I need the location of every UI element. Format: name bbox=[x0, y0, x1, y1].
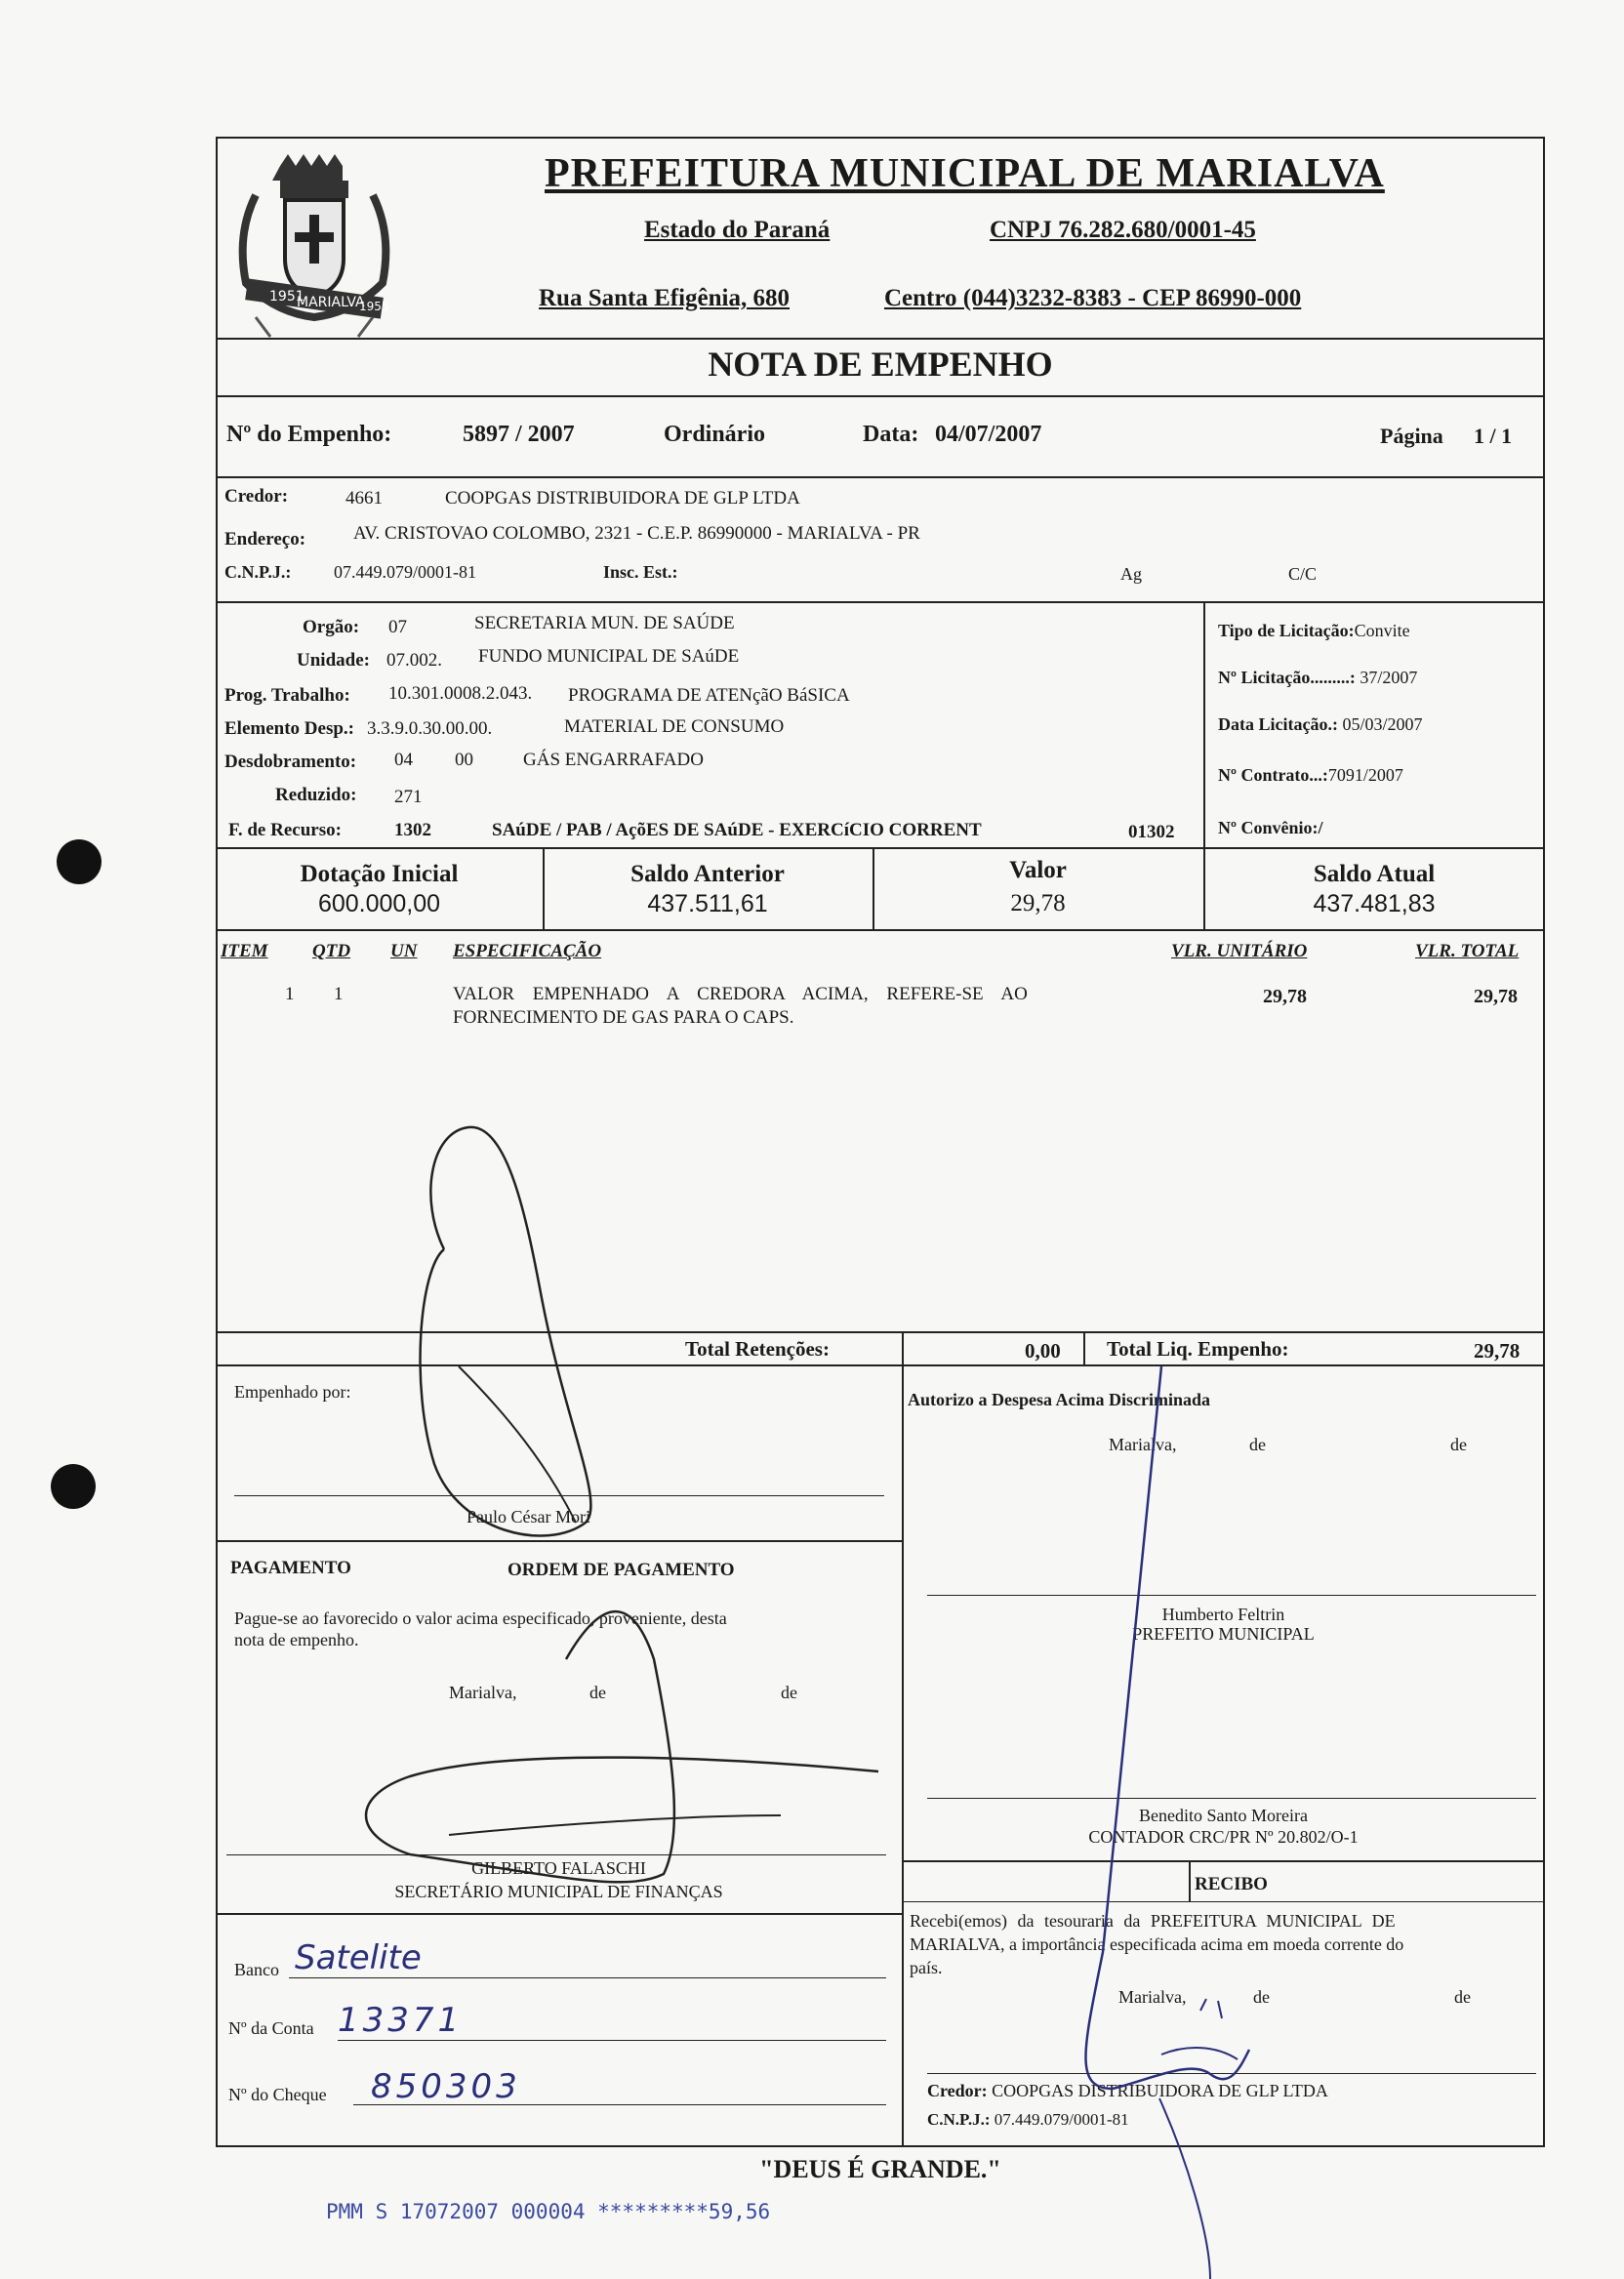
coat-of-arms-seal bbox=[217, 137, 412, 342]
recibo-credor-label: Credor: bbox=[927, 2081, 988, 2100]
contador-name: Benedito Santo Moreira bbox=[1139, 1806, 1308, 1825]
agencia-label: Ag bbox=[1120, 564, 1142, 584]
saldo-atual-label: Saldo Atual bbox=[1313, 861, 1436, 887]
tipo-licitacao-value: Convite bbox=[1354, 621, 1410, 640]
col-un-header: UN bbox=[390, 941, 418, 961]
prog-trabalho-label: Prog. Trabalho: bbox=[224, 685, 350, 706]
data-licitacao-label: Data Licitação.: bbox=[1218, 714, 1338, 734]
banco-handwritten: Satelite bbox=[295, 1938, 422, 1977]
fonte-recurso-name: SAúDE / PAB / AçõES DE SAúDE - EXERCíCIO CORRENT bbox=[492, 820, 982, 840]
document-title: NOTA DE EMPENHO bbox=[708, 345, 1053, 384]
municipality-title: PREFEITURA MUNICIPAL DE MARIALVA bbox=[545, 151, 1385, 196]
unidade-name: FUNDO MUNICIPAL DE SAúDE bbox=[478, 646, 740, 667]
item-qtd: 1 bbox=[334, 984, 344, 1004]
recibo-city: Marialva, bbox=[1118, 1987, 1187, 2007]
data-licitacao-value: 05/03/2007 bbox=[1342, 714, 1423, 734]
pagamento-label: PAGAMENTO bbox=[230, 1558, 351, 1578]
col-item-header: ITEM bbox=[221, 941, 268, 961]
item-number: 1 bbox=[285, 984, 295, 1004]
fonte-recurso-label: F. de Recurso: bbox=[228, 820, 342, 840]
col-qtd-header: QTD bbox=[312, 941, 351, 961]
orgao-code: 07 bbox=[388, 617, 407, 637]
pagamento-city: Marialva, bbox=[449, 1683, 517, 1702]
orgao-label: Orgão: bbox=[303, 617, 360, 637]
dotacao-inicial-label: Dotação Inicial bbox=[300, 861, 459, 887]
recibo-text-line1: Recebi(emos) da tesouraria da PREFEITURA MUNICIPAL DE bbox=[910, 1911, 1396, 1931]
numero-contrato-label: Nº Contrato...: bbox=[1218, 765, 1328, 785]
numero-licitacao-value: 37/2007 bbox=[1360, 668, 1418, 687]
numero-cheque-label: Nº do Cheque bbox=[228, 2085, 327, 2104]
secretario-role: SECRETÁRIO MUNICIPAL DE FINANÇAS bbox=[394, 1882, 723, 1901]
tipo-licitacao-label: Tipo de Licitação: bbox=[1218, 621, 1355, 640]
page-label: Página bbox=[1380, 424, 1443, 448]
item-description-line2: FORNECIMENTO DE GAS PARA O CAPS. bbox=[453, 1007, 794, 1028]
numero-contrato-value: 7091/2007 bbox=[1327, 765, 1403, 785]
pagamento-text-line1: Pague-se ao favorecido o valor acima especificado, proveniente, desta bbox=[234, 1608, 727, 1628]
credor-name: COOPGAS DISTRIBUIDORA DE GLP LTDA bbox=[445, 488, 800, 509]
recibo-credor-name: COOPGAS DISTRIBUIDORA DE GLP LTDA bbox=[992, 2081, 1328, 2100]
recibo-de2: de bbox=[1454, 1987, 1471, 2007]
fonte-recurso-code: 1302 bbox=[394, 820, 431, 840]
prog-trabalho-name: PROGRAMA DE ATENçãO BáSICA bbox=[568, 685, 850, 706]
numero-cheque-handwritten: 850303 bbox=[371, 2067, 521, 2106]
col-vlr-unitario-header: VLR. UNITÁRIO bbox=[1171, 941, 1308, 961]
banco-label: Banco bbox=[234, 1960, 279, 1979]
numero-licitacao-label: Nº Licitação.........: bbox=[1218, 668, 1356, 687]
punch-hole-bottom bbox=[51, 1464, 96, 1509]
saldo-anterior-label: Saldo Anterior bbox=[630, 861, 785, 887]
data-licitacao bbox=[1218, 714, 1422, 735]
cnpj-header: CNPJ 76.282.680/0001-45 bbox=[990, 217, 1256, 243]
tipo-licitacao bbox=[1218, 621, 1410, 641]
empenhado-por-signer: Paulo César Mori bbox=[467, 1507, 590, 1526]
empenho-number-label: Nº do Empenho: bbox=[226, 422, 392, 447]
page-number: 1 / 1 bbox=[1474, 424, 1513, 448]
saldo-atual-value: 437.481,83 bbox=[1313, 890, 1436, 917]
elemento-code: 3.3.9.0.30.00.00. bbox=[367, 718, 493, 739]
item-description-line1: VALOR EMPENHADO A CREDORA ACIMA, REFERE-SE AO bbox=[453, 984, 1028, 1004]
credor-label: Credor: bbox=[224, 486, 289, 507]
item-total-value: 29,78 bbox=[1474, 986, 1518, 1007]
saldo-anterior-value: 437.511,61 bbox=[647, 890, 768, 917]
recibo-text-line2: MARIALVA, a importância especificada acima em moeda corrente do bbox=[910, 1934, 1404, 1954]
total-liquido-value: 29,78 bbox=[1474, 1339, 1521, 1363]
empenho-date: 04/07/2007 bbox=[935, 422, 1042, 447]
desdobramento-b: 00 bbox=[455, 750, 473, 770]
credor-cnpj: 07.449.079/0001-81 bbox=[334, 562, 476, 582]
numero-convenio-label: Nº Convênio:/ bbox=[1218, 818, 1323, 837]
recibo-cnpj bbox=[927, 2110, 1129, 2130]
item-unit-value: 29,78 bbox=[1263, 986, 1307, 1007]
valor-label: Valor bbox=[1009, 857, 1067, 883]
empenho-type: Ordinário bbox=[664, 422, 766, 447]
unidade-code: 07.002. bbox=[386, 650, 442, 671]
recibo-cnpj-label: C.N.P.J.: bbox=[927, 2110, 991, 2129]
credor-address: AV. CRISTOVAO COLOMBO, 2321 - C.E.P. 86990000 - MARIALVA - PR bbox=[353, 523, 920, 544]
secretario-name: GILBERTO FALASCHI bbox=[471, 1858, 646, 1878]
fonte-recurso-number: 01302 bbox=[1128, 822, 1175, 842]
contact-header: Centro (044)3232-8383 - CEP 86990-000 bbox=[884, 285, 1302, 311]
empenho-date-label: Data: bbox=[863, 422, 919, 447]
autorizo-label: Autorizo a Despesa Acima Discriminada bbox=[908, 1390, 1210, 1409]
prog-trabalho-code: 10.301.0008.2.043. bbox=[388, 683, 533, 704]
contador-role: CONTADOR CRC/PR Nº 20.802/O-1 bbox=[1088, 1827, 1359, 1847]
recibo-de1: de bbox=[1253, 1987, 1270, 2007]
credor-cnpj-label: C.N.P.J.: bbox=[224, 562, 292, 582]
elemento-name: MATERIAL DE CONSUMO bbox=[564, 716, 785, 737]
seal-city: MARIALVA bbox=[297, 295, 365, 310]
numero-conta-handwritten: 13371 bbox=[338, 2001, 464, 2040]
numero-licitacao bbox=[1218, 668, 1417, 688]
numero-contrato bbox=[1218, 765, 1403, 786]
total-liquido-label: Total Liq. Empenho: bbox=[1107, 1337, 1289, 1361]
ordem-pagamento-label: ORDEM DE PAGAMENTO bbox=[508, 1560, 735, 1580]
recibo-credor bbox=[927, 2081, 1328, 2101]
credor-code: 4661 bbox=[345, 488, 383, 509]
reduzido-value: 271 bbox=[394, 787, 423, 807]
recibo-label: RECIBO bbox=[1195, 1874, 1268, 1894]
empenhado-por-label: Empenhado por: bbox=[234, 1382, 351, 1402]
total-retencoes-label: Total Retenções: bbox=[685, 1337, 830, 1361]
col-vlr-total-header: VLR. TOTAL bbox=[1415, 941, 1520, 961]
numero-conta-label: Nº da Conta bbox=[228, 2018, 314, 2038]
recibo-cnpj-value: 07.449.079/0001-81 bbox=[994, 2110, 1129, 2129]
desdobramento-label: Desdobramento: bbox=[224, 752, 357, 772]
orgao-name: SECRETARIA MUN. DE SAÚDE bbox=[474, 613, 735, 633]
autorizo-de2: de bbox=[1450, 1435, 1467, 1454]
state-name: Estado do Paraná bbox=[644, 217, 831, 243]
punch-hole-top bbox=[57, 839, 102, 884]
address-header: Rua Santa Efigênia, 680 bbox=[539, 285, 790, 311]
empenho-number: 5897 / 2007 bbox=[463, 422, 575, 447]
prefeito-role: PREFEITO MUNICIPAL bbox=[1132, 1624, 1315, 1644]
seal-year-left: 1951 bbox=[269, 289, 304, 305]
seal-year-right: 1955 bbox=[359, 300, 389, 313]
total-retencoes-value: 0,00 bbox=[1025, 1339, 1061, 1363]
autorizo-city: Marialva, bbox=[1109, 1435, 1177, 1454]
insc-est-label: Insc. Est.: bbox=[603, 562, 678, 582]
dotacao-inicial-value: 600.000,00 bbox=[317, 890, 441, 917]
recibo-text-line3: país. bbox=[910, 1958, 943, 1977]
footer-motto: "DEUS É GRANDE." bbox=[759, 2155, 1001, 2183]
elemento-label: Elemento Desp.: bbox=[224, 718, 354, 739]
desdobramento-a: 04 bbox=[394, 750, 413, 770]
desdobramento-name: GÁS ENGARRAFADO bbox=[523, 750, 704, 770]
col-especificacao-header: ESPECIFICAÇÃO bbox=[453, 941, 602, 961]
pagamento-de2: de bbox=[781, 1683, 797, 1702]
unidade-label: Unidade: bbox=[297, 650, 370, 671]
reduzido-label: Reduzido: bbox=[275, 785, 357, 805]
autorizo-de1: de bbox=[1249, 1435, 1266, 1454]
pagamento-de1: de bbox=[589, 1683, 606, 1702]
pagamento-text-line2: nota de empenho. bbox=[234, 1630, 359, 1649]
mechanical-stamp: PMM S 17072007 000004 *********59,56 bbox=[326, 2200, 771, 2223]
conta-corrente-label: C/C bbox=[1288, 564, 1318, 584]
valor-value: 29,78 bbox=[1010, 890, 1066, 916]
endereco-label: Endereço: bbox=[224, 529, 306, 549]
prefeito-name: Humberto Feltrin bbox=[1161, 1605, 1285, 1624]
